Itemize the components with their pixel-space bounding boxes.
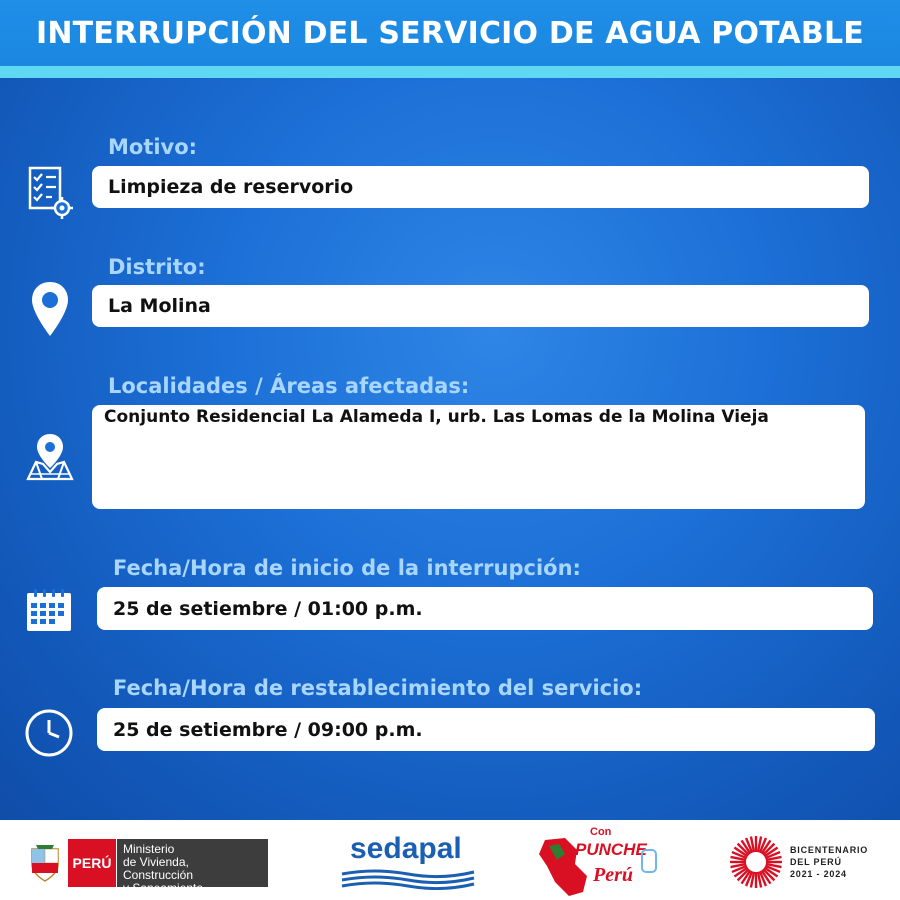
motivo-value: Limpieza de reservorio (92, 166, 869, 208)
bicentenario-text (790, 844, 868, 880)
bicentenario-logo (728, 834, 878, 890)
inicio-value: 25 de setiembre / 01:00 p.m. (97, 587, 873, 630)
map-pin-icon (30, 280, 70, 338)
page-title: INTERRUPCIÓN DEL SERVICIO DE AGUA POTABLE (36, 15, 864, 51)
punche-peru-logo (535, 826, 660, 900)
clock-icon (24, 708, 74, 758)
footer (0, 820, 900, 900)
map-location-icon (26, 432, 74, 482)
bicentenario-line1: BICENTENARIO (790, 845, 869, 855)
restablecimiento-value: 25 de setiembre / 09:00 p.m. (97, 708, 875, 751)
bicentenario-sun-icon (728, 834, 784, 890)
inicio-label: Fecha/Hora de inicio de la interrupción: (113, 556, 581, 580)
punche-line2: PUNCHE (575, 840, 647, 859)
restablecimiento-label: Fecha/Hora de restablecimiento del servicio: (113, 676, 643, 700)
bicentenario-line2: DEL PERÚ (790, 857, 842, 867)
waves-icon (340, 868, 475, 890)
ministerio-line1: Ministerio (123, 842, 175, 856)
distrito-label: Distrito: (108, 255, 206, 279)
punche-line1: Con (590, 826, 612, 838)
ministerio-line3: y Saneamiento (123, 881, 204, 895)
header-bar (0, 0, 900, 66)
distrito-value: La Molina (92, 285, 869, 327)
coat-of-arms-icon (28, 843, 62, 883)
ministerio-logo (28, 838, 268, 895)
fist-icon (640, 848, 658, 874)
sedapal-logo (340, 832, 475, 892)
ministerio-text (116, 839, 268, 895)
calendar-icon (26, 588, 72, 632)
punche-line3: Perú (593, 864, 633, 886)
motivo-label: Motivo: (108, 135, 198, 159)
ministerio-line2: de Vivienda, Construcción (123, 855, 194, 882)
localidades-value: Conjunto Residencial La Alameda I, urb. Las Lomas de la Molina Vieja (92, 405, 865, 509)
localidades-label: Localidades / Áreas afectadas: (108, 374, 470, 398)
header-stripe (0, 66, 900, 78)
sedapal-text: sedapal (350, 832, 462, 865)
checklist-gear-icon (26, 166, 74, 220)
bicentenario-line3: 2021 - 2024 (790, 869, 847, 879)
peru-label: PERÚ (68, 839, 116, 887)
